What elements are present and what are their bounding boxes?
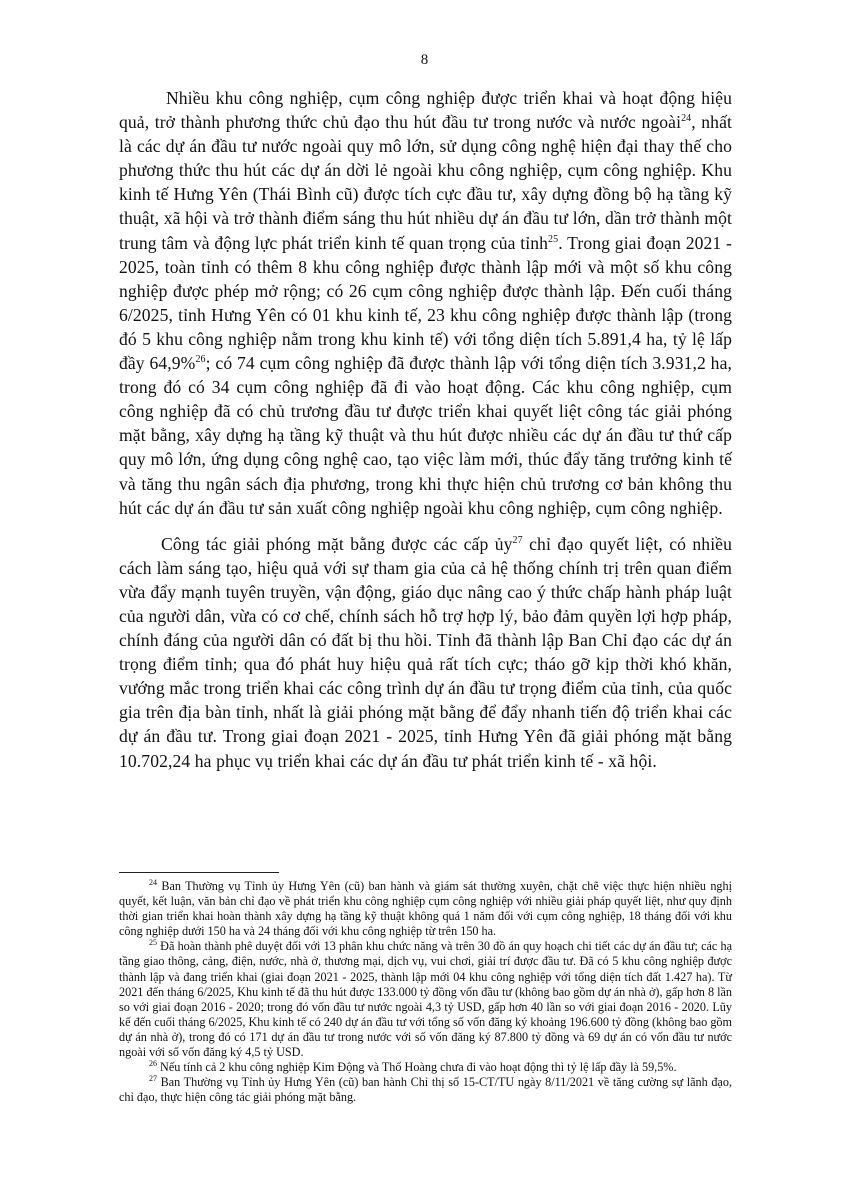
paragraph-site-clearance — [119, 532, 732, 773]
footnote-separator — [119, 872, 279, 873]
footnote-number: 26 — [149, 1059, 157, 1069]
footnote-ref-24[interactable]: 24 — [681, 113, 692, 125]
footnote-number: 25 — [149, 938, 157, 948]
footnote-ref-27[interactable]: 27 — [512, 534, 523, 546]
text-segment: Công tác giải phóng mặt bằng được các cấp ủy — [161, 533, 513, 554]
footnote-27 — [119, 1075, 732, 1105]
body-text — [119, 86, 732, 785]
text-segment: , nhất là các dự án đầu tư nước ngoài quy mô lớn, sử dụng công nghệ hiện đại thay thế cho phương thức thu hút các dự án dời lẻ ngoài khu công nghiệp, cụm công nghiệp. Khu kinh tế Hưng Yên (Thái Bình cũ) được tích cực đầu tư, xây dựng đồng bộ hạ tầng kỹ thuật, xã hội và trở thành điểm sáng thu hút nhiều dự án đầu tư lớn, dần trở thành một trung tâm và động lực phát triển kinh tế quan trọng của tỉnh — [119, 112, 732, 253]
footnote-number: 27 — [149, 1074, 157, 1084]
footnotes — [119, 879, 732, 1105]
text-segment: chỉ đạo quyết liệt, có nhiều cách làm sáng tạo, hiệu quả với sự tham gia của cả hệ thống chính trị trên quan điểm vừa đẩy mạnh tuyên truyền, vận động, giáo dục nâng cao ý thức chấp hành pháp luật của người dân, vừa có cơ chế, chính sách hỗ trợ hợp lý, bảo đảm quyền lợi hợp pháp, chính đáng của người dân có đất bị thu hồi. Tỉnh đã thành lập Ban Chỉ đạo các dự án trọng điểm tỉnh; qua đó phát huy hiệu quả rất tích cực; tháo gỡ kịp thời khó khăn, vướng mắc trong triển khai các công trình dự án đầu tư trọng điểm của tỉnh, của quốc gia trên địa bàn tỉnh, nhất là giải phóng mặt bằng để đẩy nhanh tiến độ triển khai các dự án đầu tư. Trong giai đoạn 2021 - 2025, tỉnh Hưng Yên đã giải phóng mặt bằng 10.702,24 ha phục vụ triển khai các dự án đầu tư phát triển kinh tế - xã hội. — [119, 533, 732, 771]
page-number: 8 — [420, 52, 429, 68]
footnote-25 — [119, 939, 732, 1060]
footnote-26 — [119, 1060, 732, 1075]
footnote-text: Ban Thường vụ Tỉnh ủy Hưng Yên (cũ) ban hành và giám sát thường xuyên, chặt chẽ việc thực hiện nhiều nghị quyết, kết luận, văn bản chỉ đạo về phát triển khu công nghiệp cụm công nghiệp với nhiều giải pháp quyết liệt, như quy định thời gian triển khai hoàn thành xây dựng hạ tầng kỹ thuật không quá 1 năm đối với cụm công nghiệp, 18 tháng đối với khu công nghiệp dưới 150 ha và 24 tháng đối với khu công nghiệp từ trên 150 ha. — [119, 879, 732, 939]
footnote-text: Đã hoàn thành phê duyệt đối với 13 phân khu chức năng và trên 30 đồ án quy hoạch chi tiết các dự án đầu tư; các hạ tầng giao thông, cảng, điện, nước, nhà ở, thương mại, dịch vụ, vui chơi, giải trí được đầu tư. Đã có 5 khu công nghiệp được thành lập và đang triển khai (giai đoạn 2021 - 2025, thành lập mới 04 khu công nghiệp với tổng diện tích đất 1.427 ha). Từ 2021 đến tháng 6/2025, Khu kinh tế đã thu hút được 133.000 tỷ đồng vốn đầu tư (không bao gồm dự án nhà ở), gấp hơn 8 lần so với giai đoạn 2016 - 2020; trong đó vốn đầu tư nước ngoài 4,3 tỷ USD, gấp hơn 40 lần so với giai đoạn 2016 - 2020. Lũy kế đến cuối tháng 6/2025, Khu kinh tế có 240 dự án đầu tư với tổng số vốn đăng ký khoảng 196.600 tỷ đồng (không bao gồm dự án nhà ở), trong đó có 171 dự án đầu tư trong nước với số vốn đăng ký 87.800 tỷ đồng và 69 dự án có vốn đầu tư nước ngoài với số vốn đăng ký 4,5 tỷ USD. — [119, 939, 732, 1060]
footnote-ref-25[interactable]: 25 — [548, 233, 559, 245]
footnote-text: Nếu tính cả 2 khu công nghiệp Kim Động và Thổ Hoàng chưa đi vào hoạt động thì tỷ lệ lấp đầy là 59,5%. — [157, 1060, 677, 1075]
text-segment: . Trong giai đoạn 2021 - 2025, toàn tỉnh có thêm 8 khu công nghiệp được thành lập mới và một số khu công nghiệp được phép mở rộng; có 26 cụm công nghiệp được thành lập. Đến cuối tháng 6/2025, tỉnh Hưng Yên có 01 khu kinh tế, 23 khu công nghiệp được thành lập (trong đó 5 khu công nghiệp nằm trong khu kinh tế) với tổng diện tích 5.891,4 ha, tỷ lệ lấp đầy 64,9% — [119, 232, 732, 374]
text-segment: ; có 74 cụm công nghiệp đã được thành lập với tổng diện tích 3.931,2 ha, trong đó có 34 cụm công nghiệp đã đi vào hoạt động. Các khu công nghiệp, cụm công nghiệp đã có chủ trương đầu tư được triển khai quyết liệt công tác giải phóng mặt bằng, xây dựng hạ tầng kỹ thuật và thu hút được nhiều các dự án đầu tư thứ cấp quy mô lớn, ứng dụng công nghệ cao, tạo việc làm mới, thúc đẩy tăng trưởng kinh tế và tăng thu ngân sách địa phương, trong khi thực hiện chủ trương cơ bản không thu hút các dự án đầu tư sản xuất công nghiệp ngoài khu công nghiệp, cụm công nghiệp. — [119, 353, 732, 518]
text-segment: Nhiều khu công nghiệp, cụm công nghiệp được triển khai và hoạt động hiệu quả, trở thành phương thức chủ đạo thu hút đầu tư trong nước và nước ngoài — [119, 88, 732, 133]
footnote-24 — [119, 879, 732, 939]
footnote-number: 24 — [149, 877, 157, 887]
footnote-text: Ban Thường vụ Tỉnh ủy Hưng Yên (cũ) ban hành Chỉ thị số 15-CT/TU ngày 8/11/2021 về tăng cường sự lãnh đạo, chỉ đạo, thực hiện công tác giải phóng mặt bằng. — [119, 1075, 732, 1105]
footnote-ref-26[interactable]: 26 — [195, 354, 206, 366]
paragraph-industrial-zones — [119, 86, 732, 520]
